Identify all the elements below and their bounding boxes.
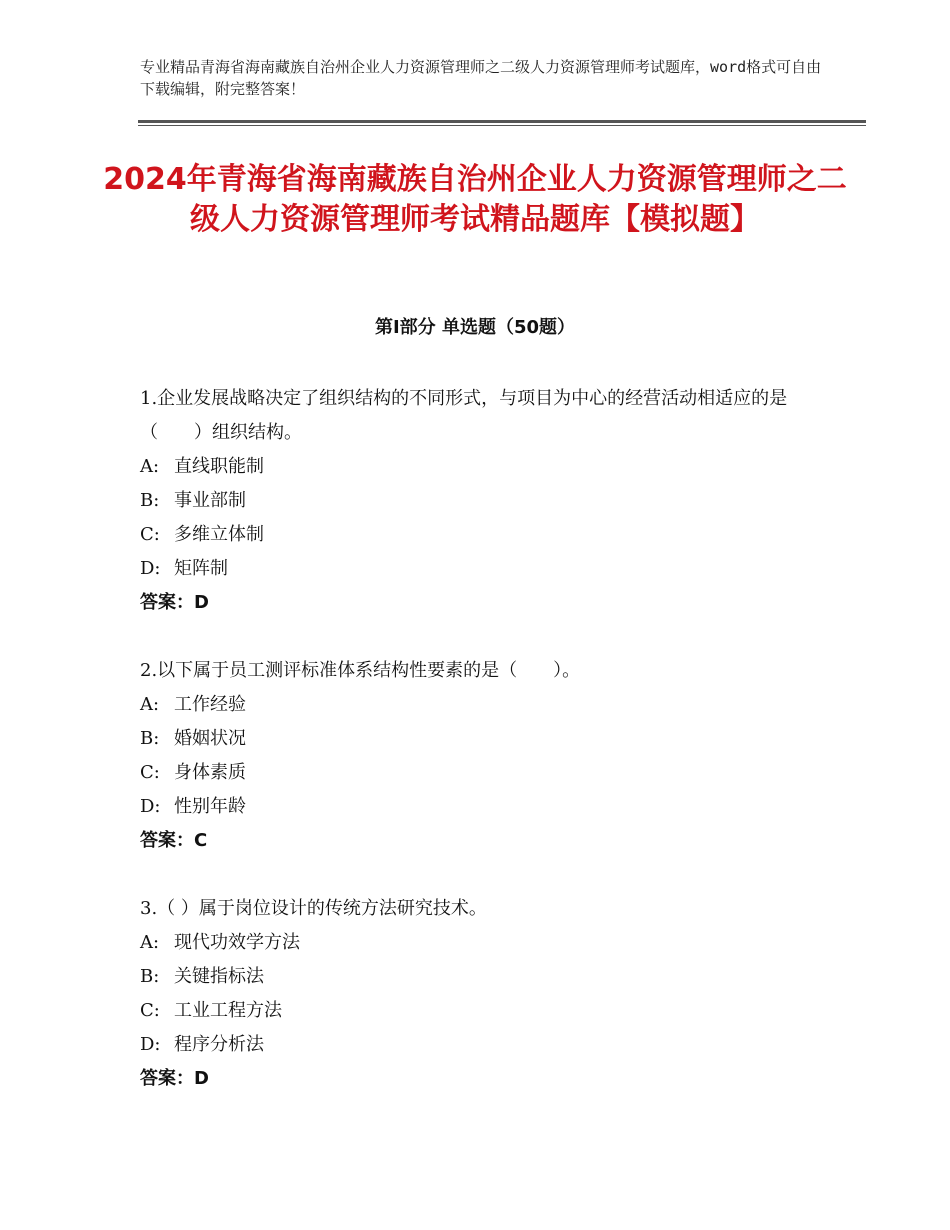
option-c <box>140 518 820 552</box>
option-b <box>140 484 820 518</box>
document-title: 2024年青海省海南藏族自治州企业人力资源管理师之二级人力资源管理师考试精品题库【模拟题】 <box>103 162 847 237</box>
option-letter: A: <box>140 694 160 715</box>
option-text: 身体素质 <box>174 762 246 783</box>
option-letter: D: <box>140 558 161 579</box>
option-a <box>140 926 820 960</box>
option-text: 多维立体制 <box>174 524 264 545</box>
answer-line: 答案：D <box>140 1068 209 1089</box>
option-text: 直线职能制 <box>174 456 264 477</box>
option-text: 现代功效学方法 <box>174 932 300 953</box>
option-text: 工作经验 <box>174 694 246 715</box>
option-b <box>140 960 820 994</box>
option-d <box>140 552 820 586</box>
answer-line: 答案：D <box>140 592 209 613</box>
question-stem: 3.（ ）属于岗位设计的传统方法研究技术。 <box>140 898 487 919</box>
option-a <box>140 450 820 484</box>
option-letter: B: <box>140 728 160 749</box>
option-text: 矩阵制 <box>174 558 228 579</box>
question-1 <box>140 382 820 620</box>
answer-line: 答案：C <box>140 830 208 851</box>
question-2 <box>140 654 820 858</box>
option-a <box>140 688 820 722</box>
question-list <box>140 382 820 1130</box>
option-text: 程序分析法 <box>174 1034 264 1055</box>
option-d <box>140 1028 820 1062</box>
option-letter: C: <box>140 762 160 783</box>
option-c <box>140 994 820 1028</box>
option-letter: A: <box>140 456 160 477</box>
option-letter: D: <box>140 1034 161 1055</box>
section-heading: 第Ⅰ部分 单选题（50题） <box>374 317 575 338</box>
header-divider-thin <box>138 125 866 126</box>
option-letter: C: <box>140 524 160 545</box>
option-text: 事业部制 <box>174 490 246 511</box>
option-text: 关键指标法 <box>174 966 264 987</box>
header-note: 专业精品青海省海南藏族自治州企业人力资源管理师之二级人力资源管理师考试题库，word格式可自由下载编辑，附完整答案！ <box>140 58 822 98</box>
question-stem: 2.以下属于员工测评标准体系结构性要素的是（ ）。 <box>140 660 581 681</box>
option-letter: C: <box>140 1000 160 1021</box>
option-text: 婚姻状况 <box>174 728 246 749</box>
option-letter: D: <box>140 796 161 817</box>
option-b <box>140 722 820 756</box>
option-letter: B: <box>140 490 160 511</box>
question-3 <box>140 892 820 1096</box>
question-stem: 1.企业发展战略决定了组织结构的不同形式，与项目为中心的经营活动相适应的是（ ）组织结构。 <box>140 388 788 443</box>
option-c <box>140 756 820 790</box>
option-letter: B: <box>140 966 160 987</box>
option-letter: A: <box>140 932 160 953</box>
option-text: 性别年龄 <box>174 796 246 817</box>
option-text: 工业工程方法 <box>174 1000 282 1021</box>
option-d <box>140 790 820 824</box>
header-divider-thick <box>138 120 866 123</box>
